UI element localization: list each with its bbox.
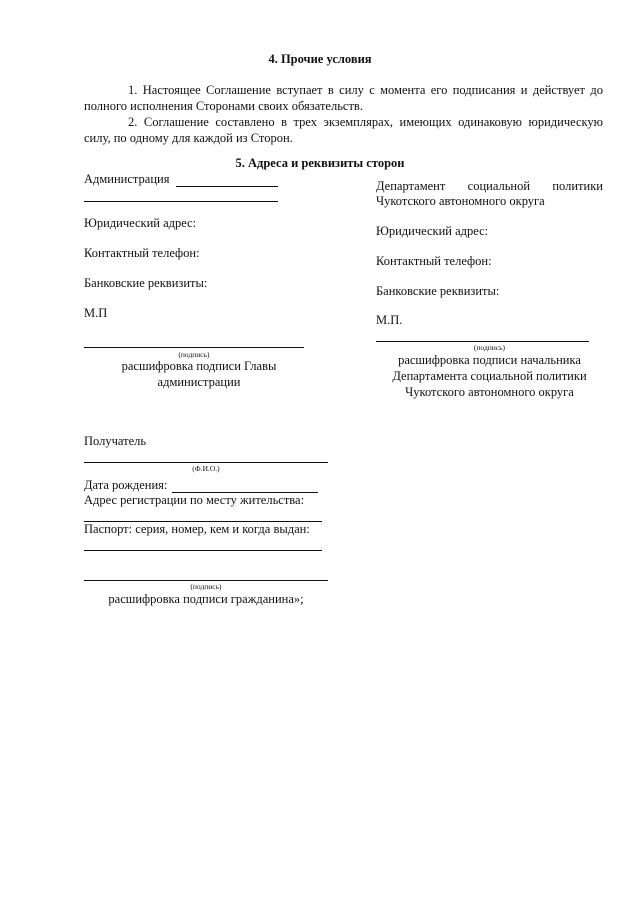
department-name-line-2: Чукотского автономного округа [376, 194, 545, 208]
section-5-title: 5. Адреса и реквизиты сторон [235, 156, 405, 170]
administration-name-line [176, 186, 278, 187]
left-legal-address-label: Юридический адрес: [84, 216, 197, 230]
recipient-fio-line [84, 462, 328, 463]
department-word-3: политики [552, 179, 603, 193]
recipient-birth-date-label: Дата рождения: [84, 478, 168, 492]
recipient-label: Получатель [84, 434, 147, 448]
right-signature-caption: (подпись) [473, 343, 506, 352]
administration-label: Администрация [84, 172, 170, 186]
left-phone-label: Контактный телефон: [84, 246, 200, 260]
right-signature-line [376, 341, 589, 342]
recipient-signature-decode: расшифровка подписи гражданина»; [108, 592, 304, 606]
recipient-signature-line [84, 580, 328, 581]
right-phone-label: Контактный телефон: [376, 254, 492, 268]
section-4-paragraph-2: 2. Соглашение составлено в трех экземплярах, имеющих одинаковую юридическую силу, по одному для каждой из Сторон. [84, 115, 603, 145]
administration-second-line [84, 201, 278, 202]
left-stamp-label: М.П [84, 306, 108, 320]
left-bank-details-label: Банковские реквизиты: [84, 276, 208, 290]
recipient-passport-line [84, 550, 322, 551]
left-signature-decode-line-2: администрации [157, 375, 241, 389]
section-4-paragraph-1: 1. Настоящее Соглашение вступает в силу с момента его подписания и действует до полного исполнения Сторонами своих обязательств. [84, 83, 603, 113]
section-4-title: 4. Прочие условия [268, 52, 372, 66]
left-signature-decode [84, 358, 314, 390]
right-signature-decode-line-1: расшифровка подписи начальника [398, 353, 581, 367]
left-signature-decode-line-1: расшифровка подписи Главы [121, 359, 277, 373]
right-legal-address-label: Юридический адрес: [376, 224, 489, 238]
recipient-passport-label: Паспорт: серия, номер, кем и когда выдан: [84, 522, 310, 536]
recipient-fio-caption: (Ф.И.О.) [192, 464, 220, 473]
right-signature-decode-line-2: Департамента социальной политики [392, 369, 587, 383]
right-signature-decode-line-3: Чукотского автономного округа [405, 385, 574, 399]
left-signature-caption: (подпись) [178, 350, 210, 359]
right-bank-details-label: Банковские реквизиты: [376, 284, 500, 298]
department-word-1: Департамент [376, 179, 446, 193]
right-signature-decode [366, 352, 613, 400]
left-signature-line [84, 347, 304, 348]
department-name-line-1 [376, 179, 603, 194]
department-word-2: социальной [467, 179, 531, 193]
recipient-signature-caption: (подпись) [190, 582, 222, 591]
recipient-registration-address-label: Адрес регистрации по месту жительства: [84, 493, 305, 507]
right-stamp-label: М.П. [376, 313, 403, 327]
